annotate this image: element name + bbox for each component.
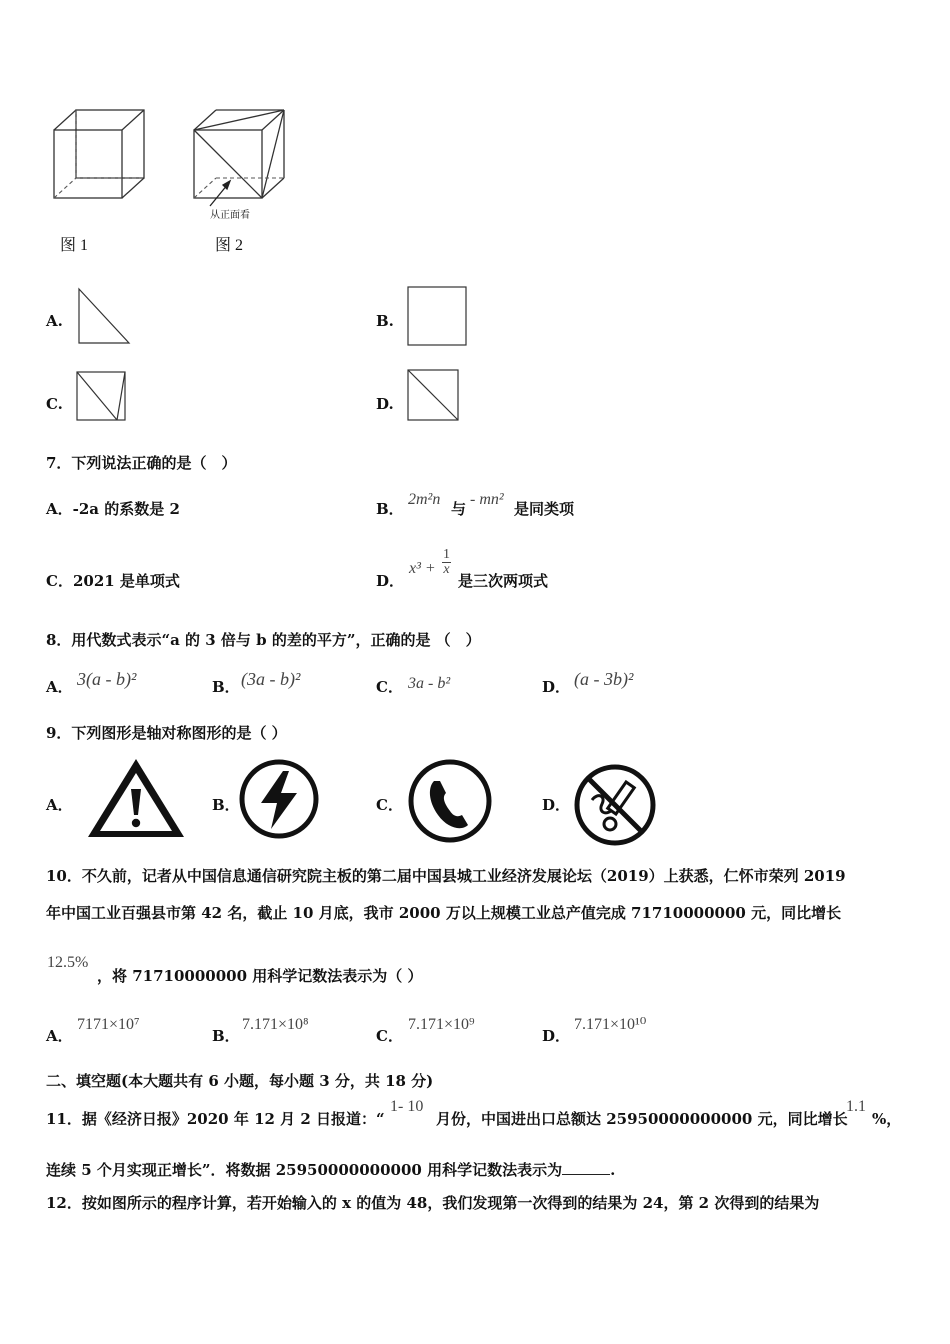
q8-option-c-label[interactable]: C．	[376, 678, 403, 696]
q11-middle: 月份，中国进出口总额达 25950000000000 元，同比增长	[436, 1110, 848, 1128]
q8-option-c-math: 3a - b²	[408, 675, 451, 692]
q11-month-range: 1- 10	[390, 1098, 424, 1115]
q7-option-d-tail: 是三次两项式	[458, 572, 549, 590]
q7-fraction-denominator: x	[443, 562, 450, 577]
q9-option-a-label[interactable]: A．	[46, 796, 73, 814]
figure-2-label: 图 2	[215, 237, 244, 254]
q7-option-b-tail: 是同类项	[514, 500, 575, 518]
q6-option-c-figure	[76, 371, 128, 423]
q10-line-1: 10．不久前，记者从中国信息通信研究院主板的第二届中国县城工业经济发展论坛（2019）上获悉，仁怀市荣列 2019	[46, 867, 846, 885]
q7-option-b-math-1: 2m²n	[408, 491, 441, 508]
section-2-title: 二、填空题(本大题共有 6 小题，每小题 3 分，共 18 分)	[46, 1072, 434, 1090]
q7-option-d-fraction	[442, 548, 451, 577]
q7-option-b-label[interactable]: B．	[376, 500, 404, 518]
q8-option-b-math: (3a - b)²	[241, 669, 301, 689]
q10-option-d-math: 7.171×10¹⁰	[574, 1016, 647, 1033]
q10-option-a-label[interactable]: A．	[46, 1027, 73, 1045]
q10-growth-percent: 12.5%	[47, 954, 89, 971]
warning-triangle-icon	[86, 757, 186, 839]
q6-option-a-figure	[77, 287, 137, 347]
q6-option-d[interactable]: D.	[376, 395, 394, 413]
q7-option-d-math: x³ +	[409, 560, 436, 577]
q7-option-c[interactable]: C．2021 是单项式	[46, 572, 180, 590]
q12-line-1: 12．按如图所示的程序计算，若开始输入的 x 的值为 48，我们发现第一次得到的结果为 24，第 2 次得到的结果为	[46, 1194, 820, 1212]
q7-option-b-connector: 与	[451, 500, 467, 518]
q10-option-c-label[interactable]: C．	[376, 1027, 403, 1045]
q11-growth-rate: 1.1	[846, 1098, 866, 1115]
q9-option-c-label[interactable]: C．	[376, 796, 403, 814]
q11-line-2-text: 连续 5 个月实现正增长”．将数据 25950000000000 用科学记数法表示为	[46, 1161, 563, 1179]
q6-option-d-figure	[407, 369, 461, 423]
figure-1-cube	[52, 108, 152, 208]
q9-option-d-label[interactable]: D．	[542, 796, 571, 814]
q6-option-a[interactable]: A.	[46, 312, 63, 330]
no-smoking-icon	[572, 762, 658, 848]
q10-line-2: 年中国工业百强县市第 42 名，截止 10 月底，我市 2000 万以上规模工业总产值完成 71710000000 元，同比增长	[46, 904, 842, 922]
q7-option-a[interactable]: A．-2a 的系数是 2	[46, 500, 180, 518]
q10-option-b-label[interactable]: B．	[212, 1027, 240, 1045]
q10-option-d-label[interactable]: D．	[542, 1027, 571, 1045]
lightning-bolt-icon	[237, 757, 321, 841]
q10-option-c-math: 7.171×10⁹	[408, 1016, 475, 1033]
figure-1-label: 图 1	[60, 237, 89, 254]
q8-option-d-label[interactable]: D．	[542, 678, 571, 696]
q8-option-d-math: (a - 3b)²	[574, 669, 634, 689]
view-direction-caption: 从正面看	[210, 210, 250, 221]
q6-option-b-figure	[407, 286, 469, 348]
q11-tail: %，	[872, 1110, 902, 1128]
q9-option-b-label[interactable]: B．	[212, 796, 240, 814]
q8-option-b-label[interactable]: B．	[212, 678, 240, 696]
q10-line-3: ，将 71710000000 用科学记数法表示为（ ）	[97, 967, 423, 985]
telephone-icon	[406, 757, 494, 845]
q6-option-b[interactable]: B.	[376, 312, 394, 330]
q10-option-a-math: 7171×10⁷	[77, 1016, 140, 1033]
q7-option-b-math-2: - mn²	[470, 491, 504, 508]
q7-option-d-label[interactable]: D．	[376, 572, 405, 590]
q11-line-2-end: .	[610, 1161, 616, 1179]
q10-option-b-math: 7.171×10⁸	[242, 1016, 309, 1033]
q11-lead: 11．据《经济日报》2020 年 12 月 2 日报道：“	[46, 1110, 385, 1128]
q8-option-a-label[interactable]: A．	[46, 678, 73, 696]
q9-stem: 9．下列图形是轴对称图形的是（ ）	[46, 724, 287, 742]
q7-stem: 7．下列说法正确的是（ ）	[46, 454, 237, 472]
q8-stem: 8．用代数式表示“a 的 3 倍与 b 的差的平方”，正确的是 （ ）	[46, 631, 481, 649]
q7-fraction-numerator: 1	[443, 547, 450, 562]
q11-answer-blank[interactable]	[562, 1162, 610, 1175]
q8-option-a-math: 3(a - b)²	[77, 669, 137, 689]
q11-line-2	[46, 1162, 615, 1178]
q6-option-c[interactable]: C.	[46, 395, 63, 413]
